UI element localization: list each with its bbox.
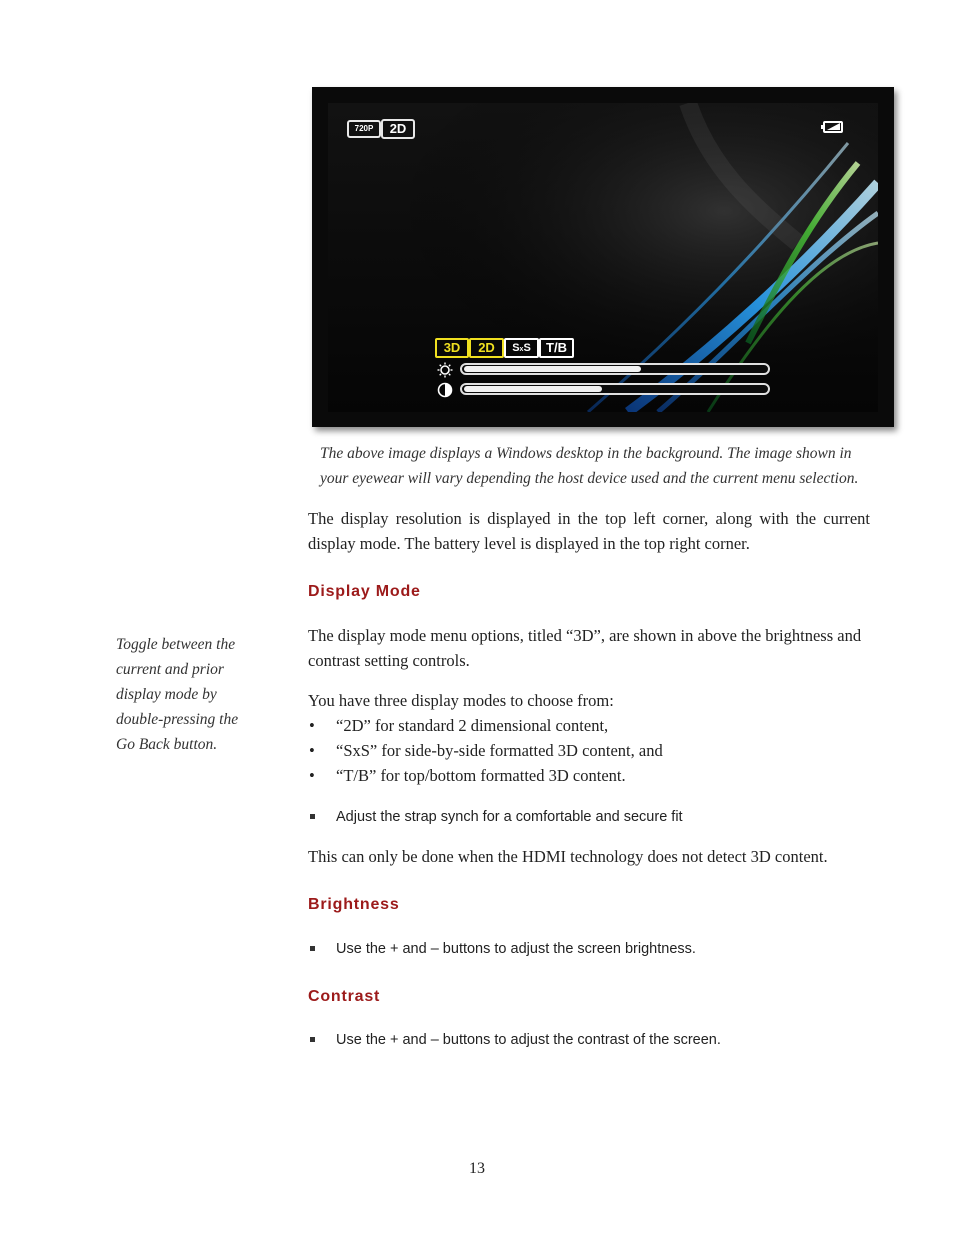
brightness-slider-fill (464, 366, 641, 372)
resolution-badge: 720P (347, 120, 381, 138)
brightness-icon (437, 362, 453, 378)
side-note: Toggle between the current and prior display mode by double-pressing the Go Back button. (116, 636, 239, 753)
current-mode-badge: 2D (381, 119, 415, 139)
mode-button-sxs[interactable]: SxS (504, 338, 539, 358)
square-bullet-icon (310, 814, 315, 819)
device-screenshot (312, 87, 894, 427)
display-mode-list (308, 688, 870, 788)
list-intro: You have three display modes to choose from: (308, 691, 614, 710)
list-item: • “2D” for standard 2 dimensional content, (308, 713, 870, 738)
mode-button-2d[interactable]: 2D (469, 338, 504, 358)
square-list-item: Adjust the strap synch for a comfortable and secure fit (308, 807, 878, 827)
heading-display-mode: Display Mode (308, 583, 421, 600)
list-item: • “SxS” for side-by-side formatted 3D content, and (308, 738, 870, 763)
eyewear-display (328, 103, 878, 412)
square-bullet-icon (310, 946, 315, 951)
contrast-icon (437, 382, 453, 398)
battery-icon (823, 121, 843, 133)
list-item: • “T/B” for top/bottom formatted 3D content. (308, 763, 870, 788)
contrast-slider[interactable] (460, 383, 770, 395)
contrast-item: Use the + and – buttons to adjust the contrast of the screen. (308, 1030, 878, 1050)
display-mode-note: This can only be done when the HDMI technology does not detect 3D content. (308, 847, 828, 866)
brightness-item: Use the + and – buttons to adjust the screen brightness. (308, 939, 878, 959)
intro-paragraph: The display resolution is displayed in the top left corner, along with the current display mode. The battery level is displayed in the top right corner. (308, 509, 870, 553)
square-bullet-icon (310, 1037, 315, 1042)
brightness-slider[interactable] (460, 363, 770, 375)
page-number: 13 (469, 1160, 485, 1177)
display-mode-paragraph: The display mode menu options, titled “3D”, are shown in above the brightness and contrast setting controls. (308, 626, 862, 670)
heading-brightness: Brightness (308, 896, 400, 913)
figure-caption: The above image displays a Windows desktop in the background. The image shown in your eyewear will vary depending the host device used and the current menu selection. (320, 445, 859, 487)
contrast-slider-fill (464, 386, 602, 392)
heading-contrast: Contrast (308, 988, 381, 1005)
mode-button-3d[interactable]: 3D (435, 338, 469, 358)
mode-button-tb[interactable]: T/B (539, 338, 574, 358)
